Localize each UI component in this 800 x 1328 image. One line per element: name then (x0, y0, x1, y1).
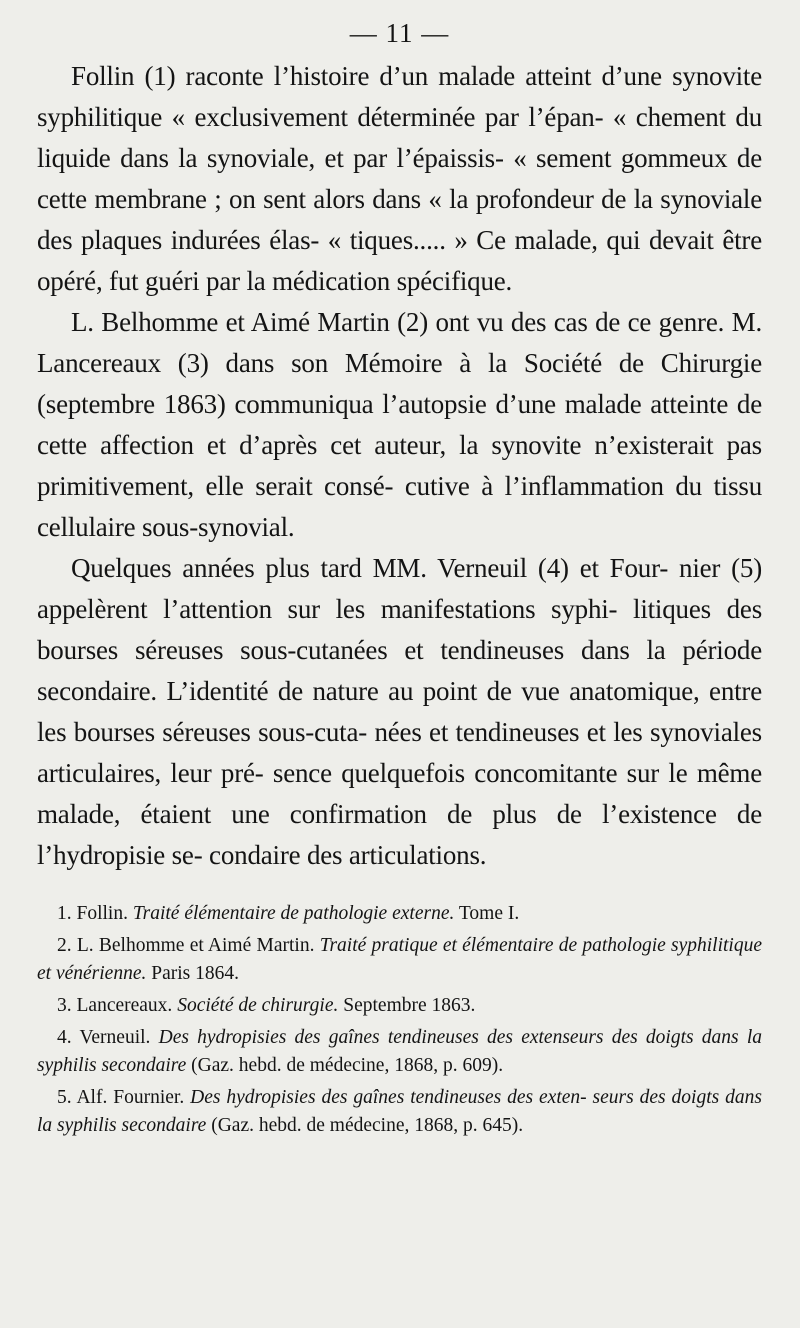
footnotes (37, 900, 762, 1140)
footnote-1 (37, 900, 762, 928)
footnote-title: Des hydropisies des gaînes tendineuses des exten- seurs des doigts dans la syphilis secondaire (37, 1087, 762, 1136)
footnote-details: Septembre 1863. (338, 995, 476, 1016)
footnote-author: 5. Alf. Fournier. (57, 1087, 191, 1108)
footnote-title: Des hydropisies des gaînes tendineuses des extenseurs des doigts dans la syphilis secondaire (37, 1027, 762, 1076)
body-text (37, 56, 762, 876)
footnote-4 (37, 1024, 762, 1080)
footnote-5 (37, 1084, 762, 1140)
footnote-details: Paris 1864. (146, 963, 239, 984)
page-number: — 11 — (349, 18, 450, 48)
footnote-details: Tome I. (454, 903, 520, 924)
footnote-title: Traité pratique et élémentaire de pathologie syphilitique et vénérienne. (37, 935, 762, 984)
paragraph-follin: Follin (1) raconte l’histoire d’un malade atteint d’une synovite syphilitique « exclusivement déterminée par l’épan- « chement du liquide dans la synoviale, et par l’épaissis- « sement gommeux de cette membrane ; on sent alors dans « la profondeur de la synoviale des plaques indurées élas- « tiques..... » Ce malade, qui devait être opéré, fut guéri par la médication spécifique. (37, 61, 762, 296)
footnote-3 (37, 992, 762, 1020)
footnote-details: (Gaz. hebd. de médecine, 1868, p. 645). (206, 1115, 524, 1136)
paragraph-verneuil-fournier: Quelques années plus tard MM. Verneuil (4) et Four- nier (5) appelèrent l’attention sur les manifestations syphi- litiques des bourses séreuses sous-cutanées et tendineuses dans la période secondaire. L’identité de nature au point de vue anatomique, entre les bourses séreuses sous-cuta- nées et tendineuses et les synoviales articulaires, leur pré- sence quelquefois concomitante sur le même malade, étaient une confirmation de plus de l’existence de l’hydropisie se- condaire des articulations. (37, 553, 762, 870)
footnote-2 (37, 932, 762, 988)
footnote-author: 1. Follin. (57, 903, 133, 924)
footnote-author: 3. Lancereaux. (57, 995, 178, 1016)
paragraph-belhomme: L. Belhomme et Aimé Martin (2) ont vu des cas de ce genre. M. Lancereaux (3) dans son Mémoire à la Société de Chirurgie (septembre 1863) communiqua l’autopsie d’une malade atteinte de cette affection et d’après cet auteur, la synovite n’existerait pas primitivement, elle serait consé- cutive à l’inflammation du tissu cellulaire sous-synovial. (37, 307, 762, 542)
footnote-author: 2. L. Belhomme et Aimé Martin. (57, 935, 320, 956)
footnote-title: Société de chirurgie. (177, 995, 339, 1016)
footnote-author: 4. Verneuil. (57, 1027, 159, 1048)
footnote-title: Traité élémentaire de pathologie externe. (132, 903, 455, 924)
footnote-details: (Gaz. hebd. de médecine, 1868, p. 609). (186, 1055, 504, 1076)
